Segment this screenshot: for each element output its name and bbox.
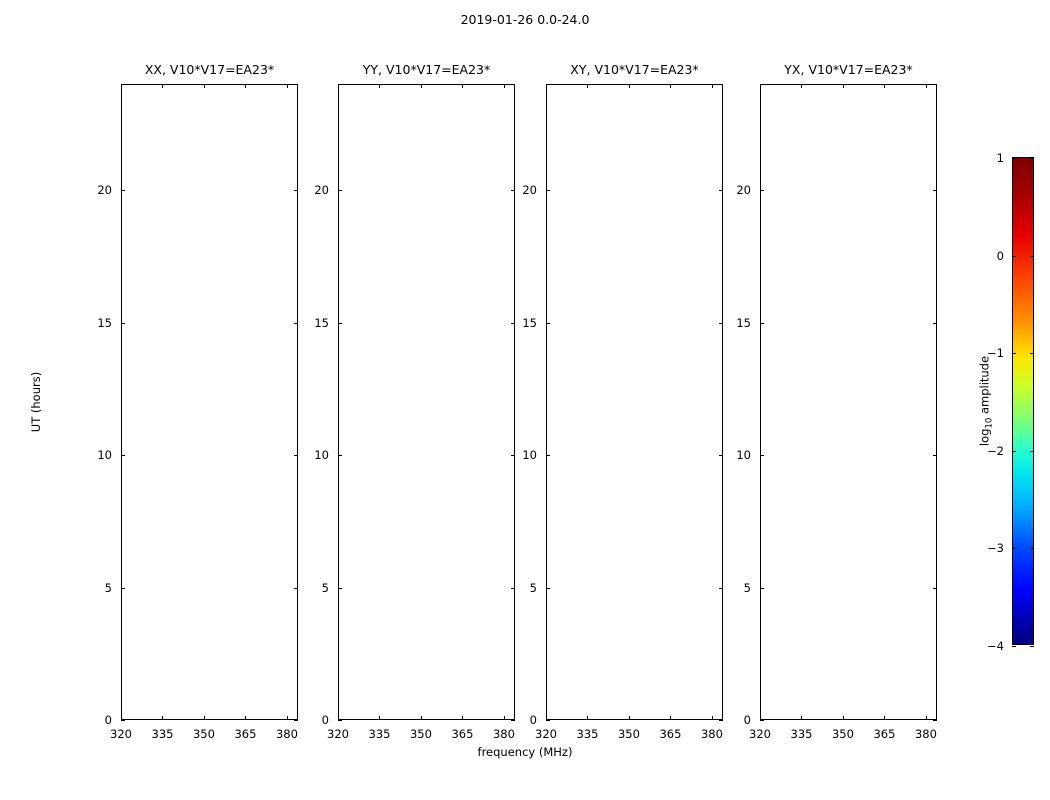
- y-tick-label: 10: [522, 448, 537, 462]
- x-tick-label: 365: [451, 727, 474, 741]
- x-tick-label: 350: [409, 727, 432, 741]
- x-tick-label: 365: [873, 727, 896, 741]
- y-tick-label: 5: [104, 580, 112, 595]
- colorbar-label: $\log_{10}$ amplitude: [977, 355, 995, 447]
- y-tick-mark: [338, 190, 342, 191]
- y-tick-mark: [121, 588, 125, 589]
- x-tick-mark: [629, 716, 630, 720]
- subplot-xx: [97, 62, 298, 741]
- x-tick-label: 365: [659, 727, 682, 741]
- x-tick-label: 320: [535, 727, 557, 741]
- subplot-title-xx: XX, V10*V17=EA23*: [144, 62, 275, 77]
- colorbar-tick-label: 1: [996, 151, 1004, 165]
- x-tick-mark-top: [712, 84, 713, 88]
- x-tick-mark: [504, 716, 505, 720]
- y-tick-mark-right: [511, 323, 515, 324]
- x-tick-mark-top: [670, 84, 671, 88]
- x-tick-mark: [843, 716, 844, 720]
- x-tick-label: 320: [749, 727, 771, 741]
- y-tick-mark: [338, 323, 342, 324]
- y-tick-mark-right: [511, 190, 515, 191]
- x-tick-mark-top: [421, 84, 422, 88]
- x-tick-mark-top: [843, 84, 844, 88]
- x-tick-label: 380: [700, 727, 723, 741]
- y-tick-mark: [121, 455, 125, 456]
- plot-area-yx: [760, 84, 937, 720]
- y-tick-mark: [546, 190, 550, 191]
- y-tick-mark: [121, 190, 125, 191]
- subplot-yy: [314, 62, 515, 741]
- subplot-xy: [522, 62, 723, 741]
- colorbar-tick-mark-left: [1012, 158, 1016, 159]
- colorbar-tick-mark-left: [1012, 548, 1016, 549]
- x-tick-mark-top: [546, 84, 547, 88]
- x-tick-mark-top: [760, 84, 761, 88]
- y-tick-label: 0: [743, 713, 751, 727]
- y-tick-mark-right: [933, 455, 937, 456]
- x-tick-label: 335: [576, 727, 599, 741]
- x-tick-mark: [204, 716, 205, 720]
- x-tick-mark-top: [338, 84, 339, 88]
- plot-area-yy: [338, 84, 515, 720]
- subplot-title-yy: YY, V10*V17=EA23*: [362, 62, 491, 77]
- colorbar-tick-label: −2: [987, 443, 1004, 458]
- colorbar-tick-label: −4: [987, 639, 1004, 653]
- x-tick-label: 350: [831, 727, 854, 741]
- y-tick-label: 20: [314, 183, 329, 197]
- x-tick-mark: [162, 716, 163, 720]
- x-tick-mark: [712, 716, 713, 720]
- y-tick-mark: [546, 323, 550, 324]
- x-tick-mark-top: [504, 84, 505, 88]
- x-tick-label: 335: [368, 727, 391, 741]
- colorbar-tick-mark-left: [1012, 451, 1016, 452]
- x-tick-label: 350: [617, 727, 640, 741]
- x-tick-mark-top: [287, 84, 288, 88]
- y-tick-label: 10: [97, 448, 112, 462]
- y-tick-mark: [760, 190, 764, 191]
- y-tick-label: 10: [314, 448, 329, 462]
- y-tick-mark: [338, 588, 342, 589]
- colorbar-tick-mark-left: [1012, 353, 1016, 354]
- y-tick-label: 15: [522, 315, 537, 330]
- y-tick-label: 20: [97, 183, 112, 197]
- x-tick-mark-top: [801, 84, 802, 88]
- y-tick-mark-right: [294, 323, 298, 324]
- colorbar-tick-mark: [1030, 158, 1034, 159]
- colorbar-tick-mark-left: [1012, 256, 1016, 257]
- x-tick-mark-top: [204, 84, 205, 88]
- y-tick-mark-right: [294, 190, 298, 191]
- x-tick-mark: [926, 716, 927, 720]
- y-tick-mark-right: [511, 588, 515, 589]
- y-tick-mark-right: [294, 588, 298, 589]
- y-tick-mark: [760, 588, 764, 589]
- y-tick-mark-right: [933, 190, 937, 191]
- y-tick-mark-right: [294, 455, 298, 456]
- y-tick-label: 5: [529, 580, 537, 595]
- x-tick-mark-top: [629, 84, 630, 88]
- y-tick-label: 15: [97, 315, 112, 330]
- y-tick-label: 15: [314, 315, 329, 330]
- y-tick-label: 20: [736, 183, 751, 197]
- figure-suptitle: 2019-01-26 0.0-24.0: [460, 12, 590, 27]
- subplot-title-xy: XY, V10*V17=EA23*: [570, 62, 699, 77]
- colorbar-tick-mark: [1030, 256, 1034, 257]
- y-tick-mark-right: [719, 323, 723, 324]
- y-tick-label: 15: [736, 315, 751, 330]
- y-tick-mark: [760, 455, 764, 456]
- colorbar-tick-mark: [1030, 353, 1034, 354]
- colorbar-tick-mark: [1030, 548, 1034, 549]
- x-tick-label: 335: [790, 727, 813, 741]
- x-tick-label: 380: [275, 727, 298, 741]
- x-tick-mark: [670, 716, 671, 720]
- x-tick-mark-top: [884, 84, 885, 88]
- colorbar-tick-label: −3: [987, 541, 1004, 556]
- x-tick-mark: [801, 716, 802, 720]
- x-tick-mark: [379, 716, 380, 720]
- subplot-yx: [736, 62, 937, 741]
- colorbar: [987, 151, 1034, 653]
- y-tick-mark: [546, 588, 550, 589]
- x-tick-mark-top: [926, 84, 927, 88]
- y-tick-label: 5: [321, 580, 329, 595]
- x-axis-label: frequency (MHz): [477, 745, 573, 759]
- plot-area-xx: [121, 84, 298, 720]
- y-axis-label: UT (hours): [29, 371, 43, 433]
- x-tick-label: 335: [151, 727, 174, 741]
- y-tick-label: 0: [321, 713, 329, 727]
- x-tick-mark: [245, 716, 246, 720]
- x-tick-mark-top: [162, 84, 163, 88]
- y-tick-mark: [760, 720, 764, 721]
- colorbar-gradient: [1013, 158, 1033, 644]
- y-tick-mark-right: [933, 720, 937, 721]
- y-tick-mark-right: [719, 455, 723, 456]
- y-tick-mark: [338, 720, 342, 721]
- x-tick-mark-top: [462, 84, 463, 88]
- y-tick-mark: [121, 720, 125, 721]
- y-tick-mark-right: [933, 323, 937, 324]
- x-tick-mark: [884, 716, 885, 720]
- colorbar-tick-mark: [1030, 451, 1034, 452]
- plot-area-xy: [546, 84, 723, 720]
- y-tick-label: 5: [743, 580, 751, 595]
- y-tick-label: 0: [104, 713, 112, 727]
- y-tick-mark-right: [933, 588, 937, 589]
- subplot-title-yx: YX, V10*V17=EA23*: [784, 62, 913, 77]
- x-tick-mark: [421, 716, 422, 720]
- y-tick-mark-right: [719, 588, 723, 589]
- y-tick-label: 10: [736, 448, 751, 462]
- y-tick-mark: [546, 455, 550, 456]
- x-tick-mark: [287, 716, 288, 720]
- x-tick-mark-top: [379, 84, 380, 88]
- y-tick-mark-right: [511, 455, 515, 456]
- y-tick-mark-right: [719, 190, 723, 191]
- x-tick-mark-top: [587, 84, 588, 88]
- y-tick-mark: [121, 323, 125, 324]
- y-tick-mark: [760, 323, 764, 324]
- y-tick-mark: [546, 720, 550, 721]
- y-tick-label: 0: [529, 713, 537, 727]
- y-tick-label: 20: [522, 183, 537, 197]
- x-tick-label: 320: [327, 727, 349, 741]
- colorbar-tick-label: −1: [987, 346, 1004, 361]
- y-tick-mark-right: [511, 720, 515, 721]
- x-tick-mark-top: [121, 84, 122, 88]
- x-tick-mark: [587, 716, 588, 720]
- y-tick-mark-right: [719, 720, 723, 721]
- x-tick-mark: [462, 716, 463, 720]
- y-tick-mark: [338, 455, 342, 456]
- y-tick-mark-right: [294, 720, 298, 721]
- x-tick-mark-top: [245, 84, 246, 88]
- x-tick-label: 320: [110, 727, 132, 741]
- colorbar-under-marker: [1013, 646, 1033, 651]
- x-tick-label: 350: [192, 727, 215, 741]
- x-tick-label: 380: [914, 727, 937, 741]
- x-tick-label: 380: [492, 727, 515, 741]
- x-tick-label: 365: [234, 727, 257, 741]
- colorbar-tick-label: 0: [996, 248, 1004, 263]
